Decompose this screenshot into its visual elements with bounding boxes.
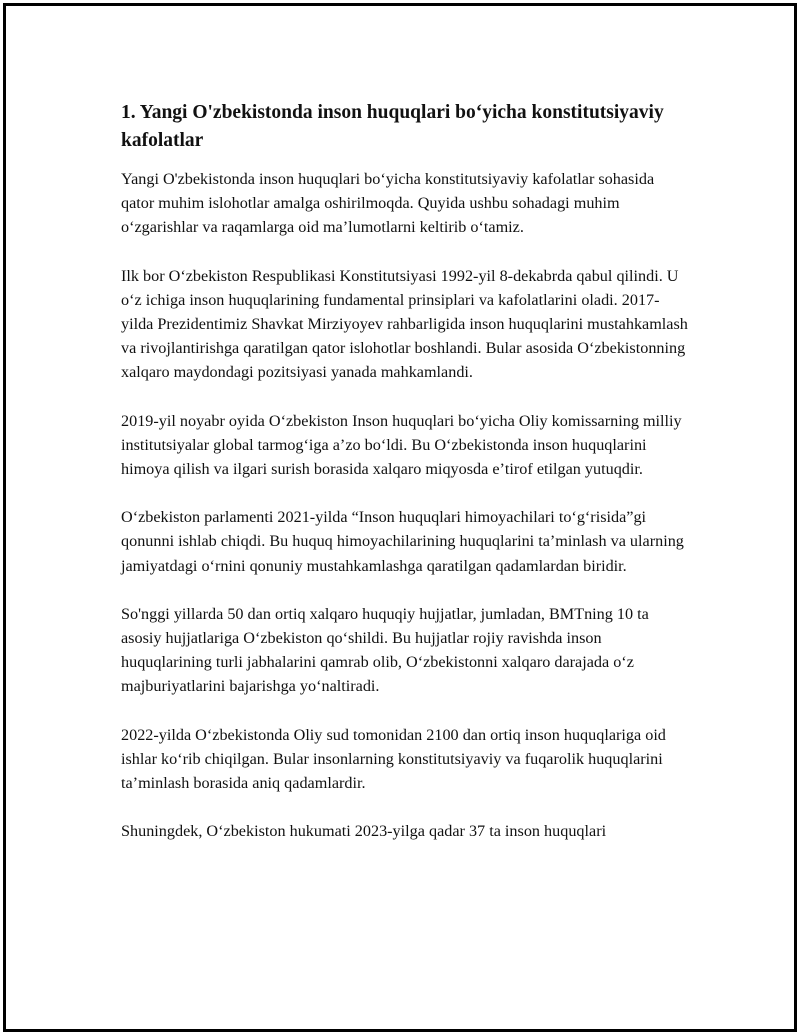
document-content [121, 99, 691, 867]
paragraph-government: Shuningdek, Oʻzbekiston hukumati 2023-yilga qadar 37 ta inson huquqlari [121, 822, 607, 841]
paragraph-constitution-history: Ilk bor Oʻzbekiston Respublikasi Konstitutsiyasi 1992-yil 8-dekabrda qabul qilindi. U oʻz ichiga inson huquqlarining fundamental prinsiplari va kafolatlarini oladi. 2017-yilda Prezidentimiz Shavkat Mirziyoyev rahbarligida inson huquqlarini mustahkamlash va rivojlantirishga qaratilgan qator islohotlar boshlandi. Bular asosida Oʻzbekistonning xalqaro maydondagi pozitsiyasi yanada mahkamlandi. [121, 266, 688, 382]
paragraph-defenders-law: Oʻzbekiston parlamenti 2021-yilda “Inson huquqlari himoyachilari toʻgʻrisida”gi qonunni ishlab chiqdi. Bu huquq himoyachilarining huquqlarini taʼminlash va ularning jamiyatdagi oʻrnini qonuniy mustahkamlashga qaratilgan qadamlardan biridir. [121, 508, 684, 575]
paragraph-intro: Yangi O'zbekistonda inson huquqlari boʻyicha konstitutsiyaviy kafolatlar sohasida qator muhim islohotlar amalga oshirilmoqda. Quyida ushbu sohadagi muhim oʻzgarishlar va raqamlarga oid maʼlumotlarni keltirib oʻtamiz. [121, 170, 655, 237]
paragraph-international-documents: So'nggi yillarda 50 dan ortiq xalqaro huquqiy hujjatlar, jumladan, BMTning 10 ta asosiy hujjatlariga Oʻzbekiston qoʻshildi. Bu hujjatlar rojiy ravishda inson huquqlarining turli jabhalarini qamrab olib, Oʻzbekistonni xalqaro darajada oʻz majburiyatlarini bajarishga yoʻnaltiradi. [121, 604, 649, 696]
section-heading: 1. Yangi O'zbekistonda inson huquqlari boʻyicha konstitutsiyaviy kafolatlar [121, 102, 664, 151]
paragraph-global-network: 2019-yil noyabr oyida Oʻzbekiston Inson huquqlari boʻyicha Oliy komissarning milliy institutsiyalar global tarmogʻiga aʼzo boʻldi. Bu Oʻzbekistonda inson huquqlarini himoya qilish va ilgari surish borasida xalqaro miqyosda eʼtirof etilgan yutuqdir. [121, 411, 682, 479]
paragraph-supreme-court: 2022-yilda Oʻzbekistonda Oliy sud tomonidan 2100 dan ortiq inson huquqlariga oid ishlar koʻrib chiqilgan. Bular insonlarning konstitutsiyaviy va fuqarolik huquqlarini taʼminlash borasida aniq qadamlardir. [121, 725, 666, 793]
page-frame [3, 3, 797, 1032]
